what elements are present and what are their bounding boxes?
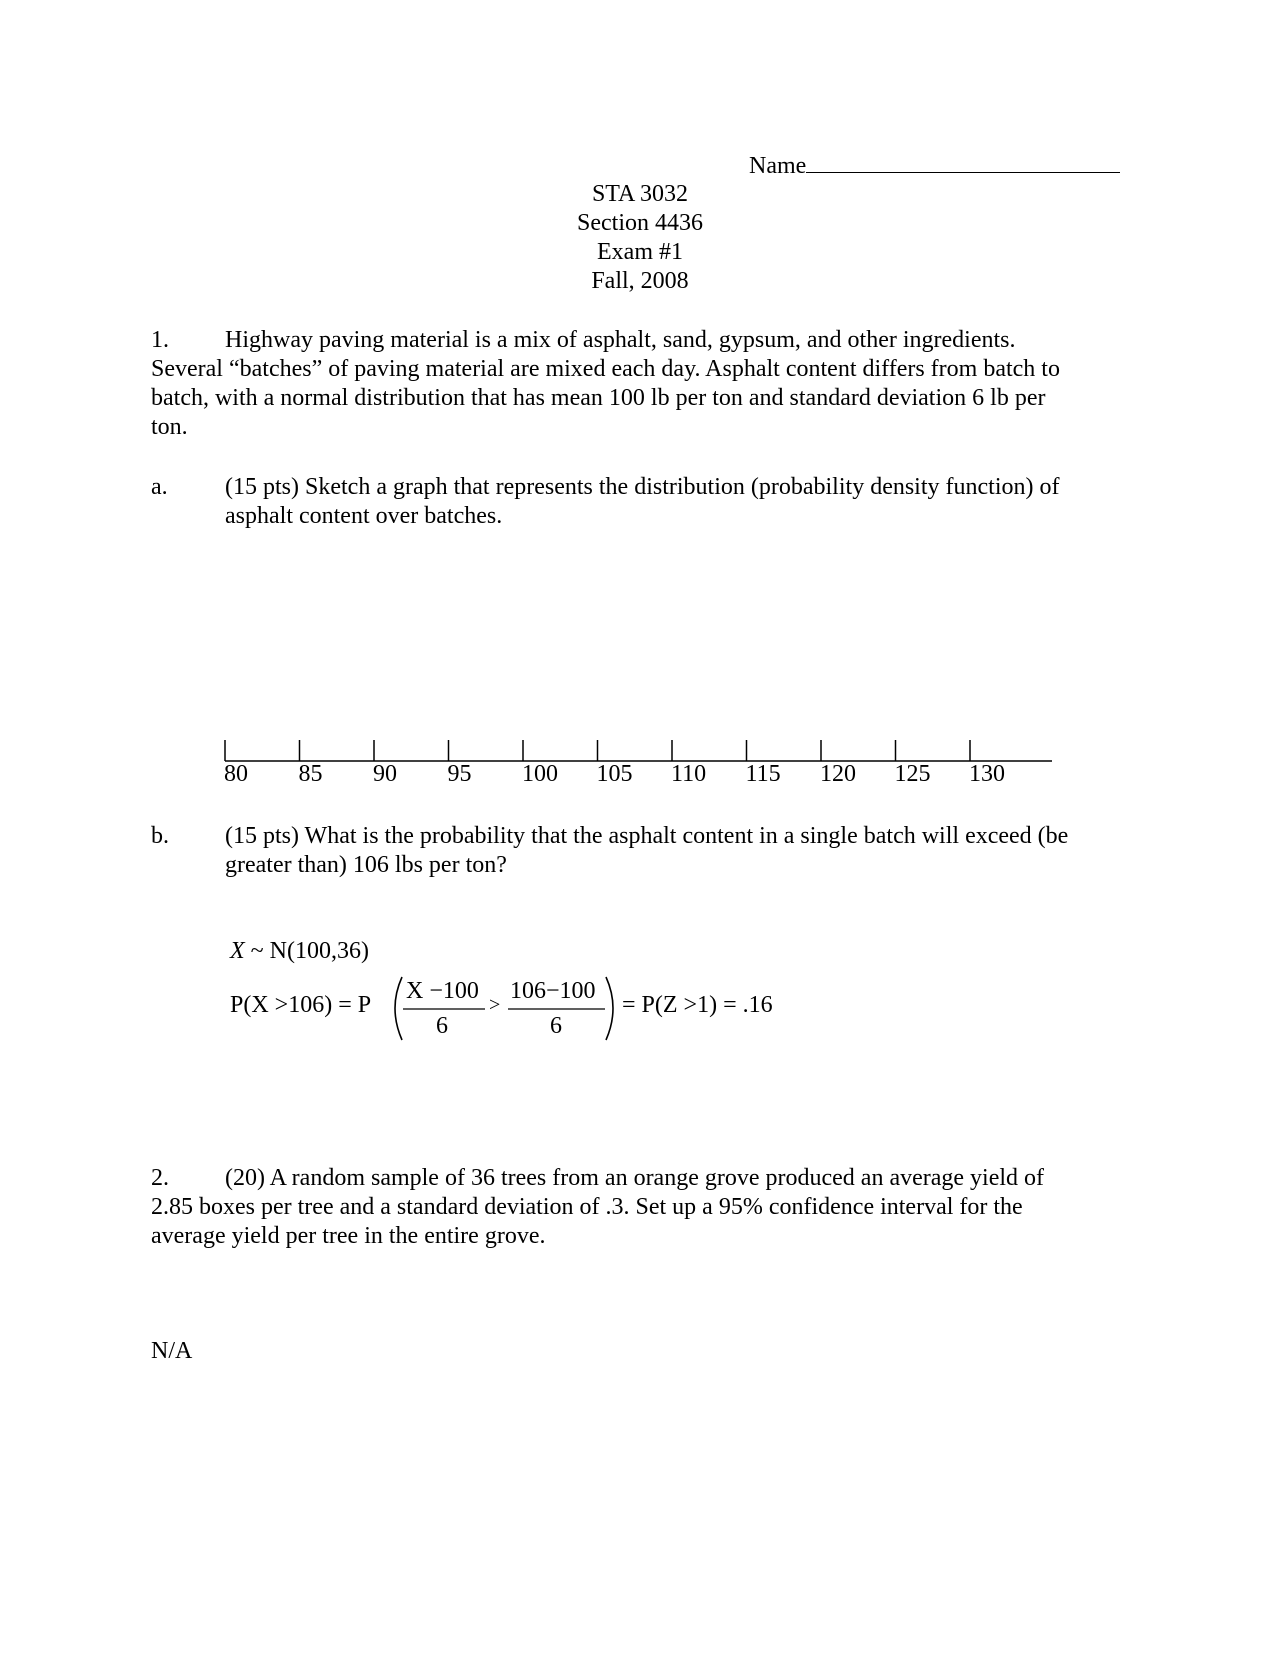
q1-number: 1. <box>151 327 169 353</box>
exam-title: Exam #1 <box>597 239 683 265</box>
axis-tick-label: 125 <box>894 761 931 787</box>
axis-tick-label: 110 <box>671 761 707 787</box>
section-title: Section 4436 <box>577 210 703 236</box>
q1a-text-line-1: (15 pts) Sketch a graph that represents the distribution (probability density function) of <box>225 474 1060 500</box>
left-paren <box>395 977 402 1040</box>
q1b-label: b. <box>151 823 169 849</box>
q2-text-line-3: average yield per tree in the entire grove. <box>151 1223 546 1249</box>
q1b-text-line-2: greater than) 106 lbs per ton? <box>225 852 507 878</box>
q1-text-line-4: ton. <box>151 414 188 440</box>
q1-text-line-3: batch, with a normal distribution that has mean 100 lb per ton and standard deviation 6 lb per <box>151 385 1046 411</box>
q1a-text-line-2: asphalt content over batches. <box>225 503 503 529</box>
q1-text-line-2: Several “batches” of paving material are mixed each day. Asphalt content differs from batch to <box>151 356 1060 382</box>
axis-tick-label: 120 <box>820 761 856 787</box>
axis-tick-label: 105 <box>596 761 633 787</box>
greater-than: > <box>489 994 501 1016</box>
q1a-label: a. <box>151 474 168 500</box>
right-paren <box>606 977 613 1040</box>
fraction-2-denominator: 6 <box>550 1013 562 1039</box>
probability-rhs: = P(Z >1) = .16 <box>622 992 773 1018</box>
axis-tick-label: 130 <box>969 761 1005 787</box>
q2-answer: N/A <box>151 1338 193 1364</box>
axis-tick-label: 100 <box>522 761 558 787</box>
axis-tick-label: 95 <box>447 761 472 787</box>
axis-tick-label: 80 <box>224 761 248 787</box>
term-title: Fall, 2008 <box>591 268 689 294</box>
q1b-text-line-1: (15 pts) What is the probability that the asphalt content in a single batch will exceed (be <box>225 823 1069 849</box>
q2-number: 2. <box>151 1165 169 1191</box>
fraction-2-numerator: 106−100 <box>510 978 596 1004</box>
probability-lhs: P(X >106) = P <box>230 992 372 1018</box>
name-label: Name <box>749 153 807 179</box>
fraction-1-numerator: X −100 <box>406 978 479 1004</box>
axis-tick-label: 90 <box>373 761 397 787</box>
axis-tick-label: 85 <box>298 761 323 787</box>
course-title: STA 3032 <box>591 181 689 207</box>
q2-text-line-2: 2.85 boxes per tree and a standard deviation of .3. Set up a 95% confidence interval for the <box>151 1194 1023 1220</box>
q2-text-line-1: (20) A random sample of 36 trees from an orange grove produced an average yield of <box>225 1165 1045 1191</box>
axis-tick-label: 115 <box>745 761 781 787</box>
distribution-statement: X ~ N(100,36) <box>230 938 369 964</box>
fraction-1-denominator: 6 <box>436 1013 448 1039</box>
q1-text-line-1: Highway paving material is a mix of asphalt, sand, gypsum, and other ingredients. <box>225 327 1016 353</box>
